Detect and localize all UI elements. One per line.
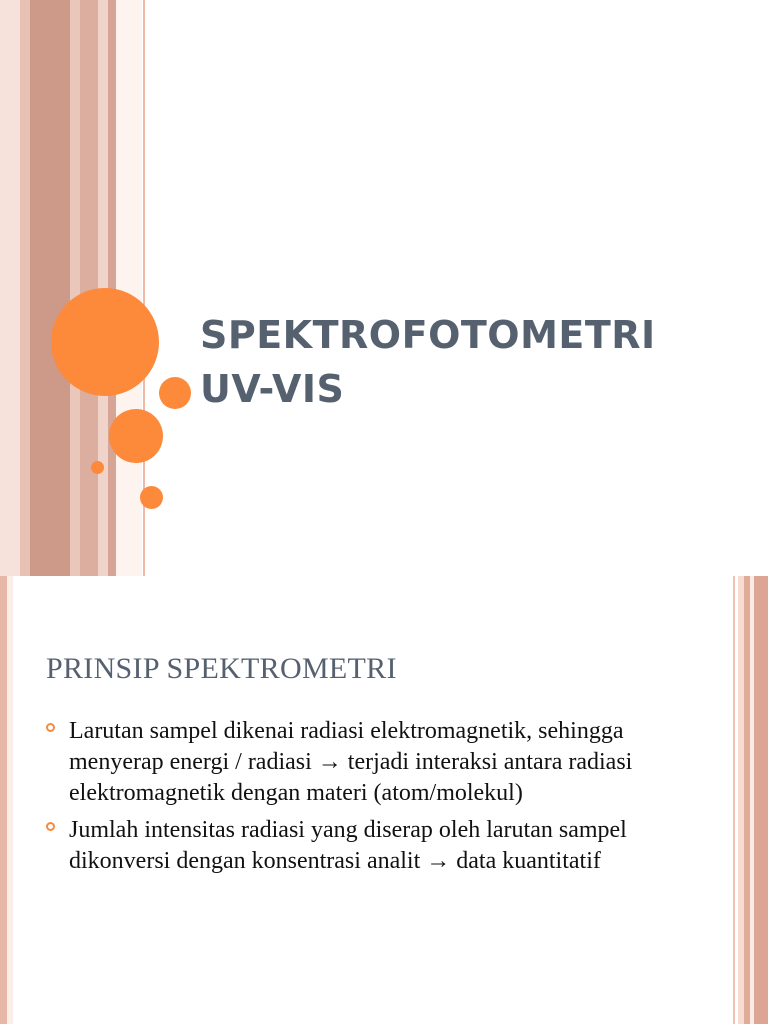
bullet-text: Larutan sampel dikenai radiasi elektromagnetik, sehingga menyerap energi / radiasi → terjadi interaksi antara radiasi elektromagnetik dengan materi (atom/molekul) [69, 718, 633, 806]
decorative-circle-large [51, 288, 159, 396]
bullet-circle-icon [46, 822, 55, 831]
bullet-list [46, 716, 686, 883]
decorative-stripe [7, 576, 13, 1024]
decorative-stripe [116, 0, 142, 576]
decorative-circle [140, 486, 163, 509]
bullet-text: Jumlah intensitas radiasi yang diserap oleh larutan sampel dikonversi dengan konsentrasi analit → data kuantitatif [69, 817, 627, 874]
list-item [46, 716, 686, 809]
decorative-stripe [0, 576, 7, 1024]
slide-title-line-2: UV-VIS [200, 367, 345, 411]
decorative-circle [159, 377, 191, 409]
slide-title-line-1: SPEKTROFOTOMETRI [200, 313, 656, 357]
slide-title [200, 308, 760, 416]
decorative-circle [91, 461, 104, 474]
decorative-stripe [20, 0, 30, 576]
content-slide [0, 576, 768, 1024]
bullet-circle-icon [46, 723, 55, 732]
list-item [46, 815, 686, 877]
decorative-stripe [0, 0, 20, 576]
decorative-stripe [733, 576, 735, 1024]
slide-heading: PRINSIP SPEKTROMETRI [46, 652, 397, 685]
decorative-stripe [70, 0, 80, 576]
decorative-circle [109, 409, 163, 463]
decorative-stripe [754, 576, 768, 1024]
decorative-stripe [30, 0, 70, 576]
